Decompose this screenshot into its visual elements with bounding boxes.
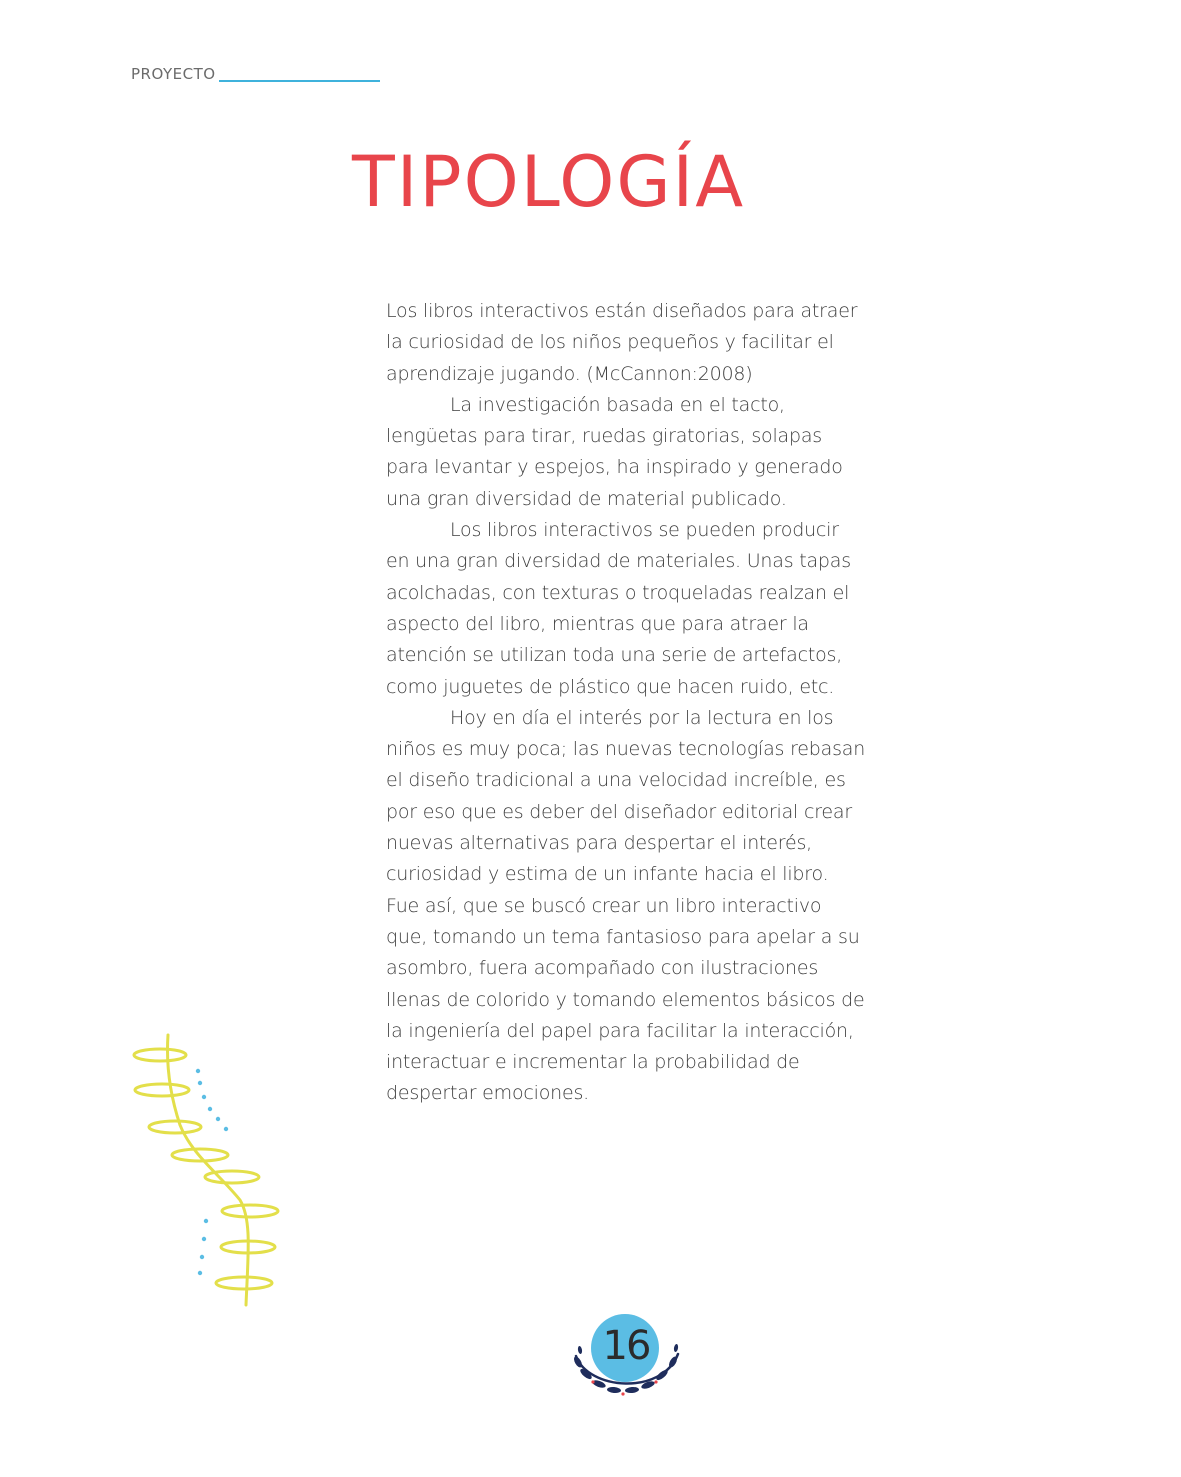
paragraph-2: La investigación basada en el tacto, lengüetas para tirar, ruedas giratorias, solapas para levantar y espejos, ha inspirado y generado una gran diversidad de material publicado. <box>386 393 843 510</box>
paragraph-3: Los libros interactivos se pueden producir en una gran diversidad de materiales. Unas tapas acolchadas, con texturas o troqueladas realzan el aspecto del libro, mientras que para atraer la atención se utilizan toda una serie de artefactos, como juguetes de plástico que hacen ruido, etc. <box>386 519 851 698</box>
page-number: 16 <box>602 1323 650 1369</box>
section-rule <box>219 80 380 82</box>
paragraph-1: Los libros interactivos están diseñados para atraer la curiosidad de los niños pequeños y facilitar el aprendizaje jugando. (McCannon:2008) <box>386 300 858 385</box>
body-text <box>386 296 866 1110</box>
yellow-sprig-illustration <box>120 1025 290 1315</box>
paragraph-4: Hoy en día el interés por la lectura en los niños es muy poca; las nuevas tecnologías rebasan el diseño tradicional a una velocidad increíble, es por eso que es deber del diseñador editorial crear nuevas alternativas para despertar el interés, curiosidad y estima de un infante hacia el libro. Fue así, que se buscó crear un libro interactivo que, tomando un tema fantasioso para apelar a su asombro, fuera acompañado con ilustraciones llenas de colorido y tomando elementos básicos de la ingeniería del papel para facilitar la interacción, interactuar e incrementar la probabilidad de despertar emociones. <box>386 706 866 1105</box>
page-number-badge <box>566 1312 686 1412</box>
page-header <box>131 64 380 84</box>
section-label: PROYECTO <box>131 65 216 83</box>
page-title: TIPOLOGÍA <box>352 141 746 223</box>
